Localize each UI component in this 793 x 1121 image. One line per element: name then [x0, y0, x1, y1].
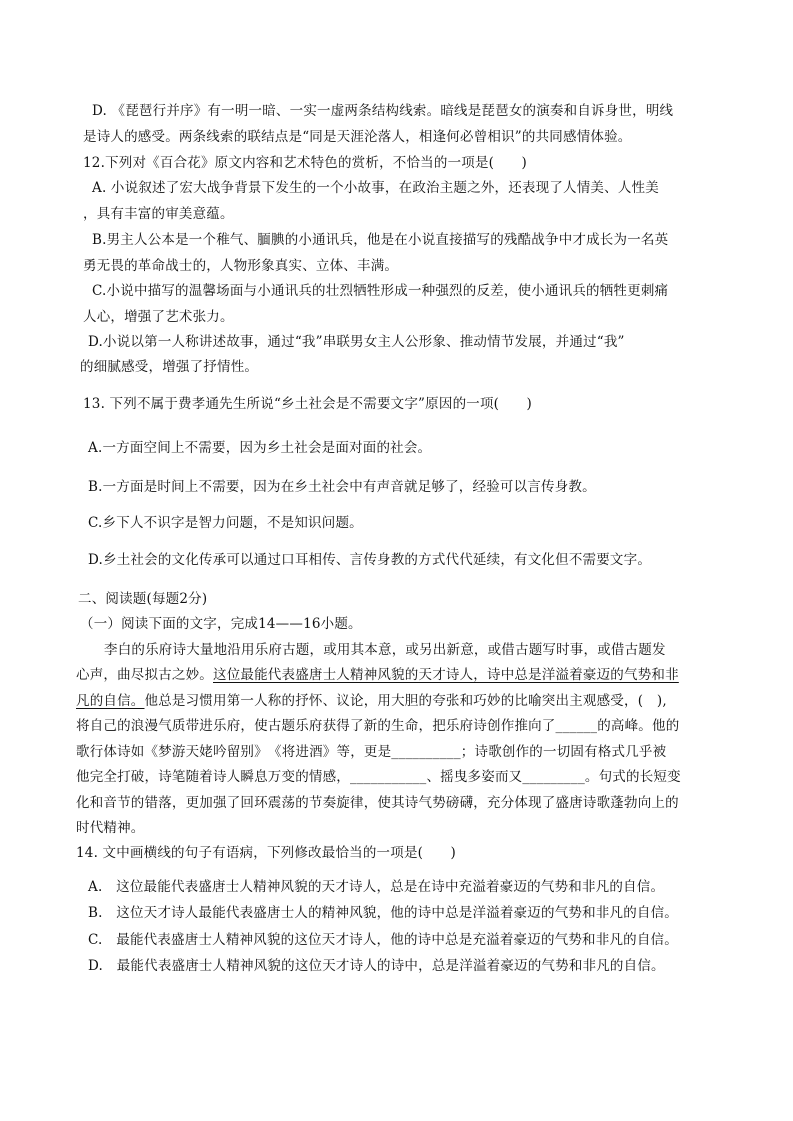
- passage-line-6: 他完全打破，诗笔随着诗人瞬息万变的情感，___________、摇曳多姿而又_________。句式的长短变: [76, 769, 681, 785]
- passage-line-3: [76, 691, 667, 711]
- q11-option-d-line1: D. 《琵琶行并序》有一明一暗、一实一虚两条结构线索。暗线是琵琶女的演奏和自诉身世，明线: [92, 103, 674, 119]
- passage-line-4: 将自己的浪漫气质带进乐府，使古题乐府获得了新的生命，把乐府诗创作推向了______的高峰。他的: [76, 718, 680, 734]
- passage-line-8: 时代精神。: [76, 820, 145, 836]
- q14-stem: 14. 文中画横线的句子有语病，下列修改最恰当的一项是( ): [76, 845, 456, 861]
- section2-title: 二、阅读题(每题2分): [78, 591, 208, 607]
- q13-stem: 13. 下列不属于费孝通先生所说“乡土社会是不需要文字”原因的一项( ): [83, 396, 532, 412]
- q12-stem: 12.下列对《百合花》原文内容和艺术特色的赏析，不恰当的一项是( ): [83, 155, 528, 171]
- q14-option-c: C. 最能代表盛唐士人精神风貌的这位天才诗人，他的诗中总是充溢着豪迈的气势和非凡的自信。: [88, 932, 678, 948]
- q12-option-a-line1: A. 小说叙述了宏大战争背景下发生的一个小故事，在政治主题之外，还表现了人情美、人性美: [92, 180, 659, 196]
- passage-line-7: 化和音节的错落，更加强了回环震荡的节奏旋律，使其诗气势磅礴，充分体现了盛唐诗歌蓬勃向上的: [76, 795, 679, 811]
- q13-option-d: D.乡土社会的文化传承可以通过口耳相传、言传身教的方式代代延续，有文化但不需要文字。: [88, 552, 652, 568]
- underlined-sentence: 这位最能代表盛唐士人精神风貌的天才诗人，诗中总是洋溢着豪迈的气势和非: [213, 667, 679, 683]
- q12-option-d-line2: 的细腻感受，增强了抒情性。: [80, 359, 259, 375]
- q13-option-a: A.一方面空间上不需要，因为乡土社会是面对面的社会。: [88, 440, 432, 456]
- passage-text: 他总是习惯用第一人称的抒怀、议论，用大胆的夸张和巧妙的比喻突出主观感受，( ),: [144, 693, 667, 709]
- q12-option-a-line2: ，具有丰富的审美意蕴。: [83, 206, 234, 222]
- q14-option-d: D. 最能代表盛唐士人精神风貌的这位天才诗人的诗中，总是洋溢着豪迈的气势和非凡的自信。: [88, 958, 665, 974]
- passage-line-5: 歌行体诗如《梦游天姥吟留别》 《将进酒》等，更是__________；诗歌创作的一切固有格式几乎被: [76, 744, 667, 760]
- passage-text: 心声，曲尽拟古之妙。: [76, 667, 213, 683]
- q14-option-b: B. 这位天才诗人最能代表盛唐士人的精神风貌，他的诗中总是洋溢着豪迈的气势和非凡的自信。: [88, 905, 679, 921]
- q11-option-d-line2: 是诗人的感受。两条线索的联结点是“同是天涯沦落人，相逢何必曾相识”的共同感情体验。: [83, 129, 632, 145]
- q12-option-b-line2: 勇无畏的革命战士的，人物形象真实、立体、丰满。: [83, 258, 399, 274]
- q13-option-b: B.一方面是时间上不需要，因为在乡土社会中有声音就足够了，经验可以言传身教。: [88, 479, 596, 495]
- q12-option-d-line1: D.小说以第一人称讲述故事，通过“我”串联男女主人公形象、推动情节发展，并通过“我”: [88, 334, 625, 350]
- passage-line-2: [76, 665, 679, 685]
- passage-line-1: 李白的乐府诗大量地沿用乐府古题，或用其本意，或另出新意，或借古题写时事，或借古题发: [104, 642, 666, 658]
- underlined-sentence-end: 凡的自信。: [76, 693, 145, 709]
- section2-subtitle: （一）阅读下面的文字，完成14——16小题。: [80, 616, 362, 632]
- q14-option-a: A. 这位最能代表盛唐士人精神风貌的天才诗人，总是在诗中充溢着豪迈的气势和非凡的自信。: [88, 879, 665, 895]
- q13-option-c: C.乡下人不识字是智力问题，不是知识问题。: [88, 515, 363, 531]
- q12-option-b-line1: B.男主人公本是一个稚气、腼腆的小通讯兵，他是在小说直接描写的残酷战争中才成长为一名英: [92, 232, 669, 248]
- q12-option-c-line1: C.小说中描写的温馨场面与小通讯兵的壮烈牺牲形成一种强烈的反差，使小通讯兵的牺牲更刺痛: [92, 283, 669, 299]
- q12-option-c-line2: 人心，增强了艺术张力。: [83, 309, 234, 325]
